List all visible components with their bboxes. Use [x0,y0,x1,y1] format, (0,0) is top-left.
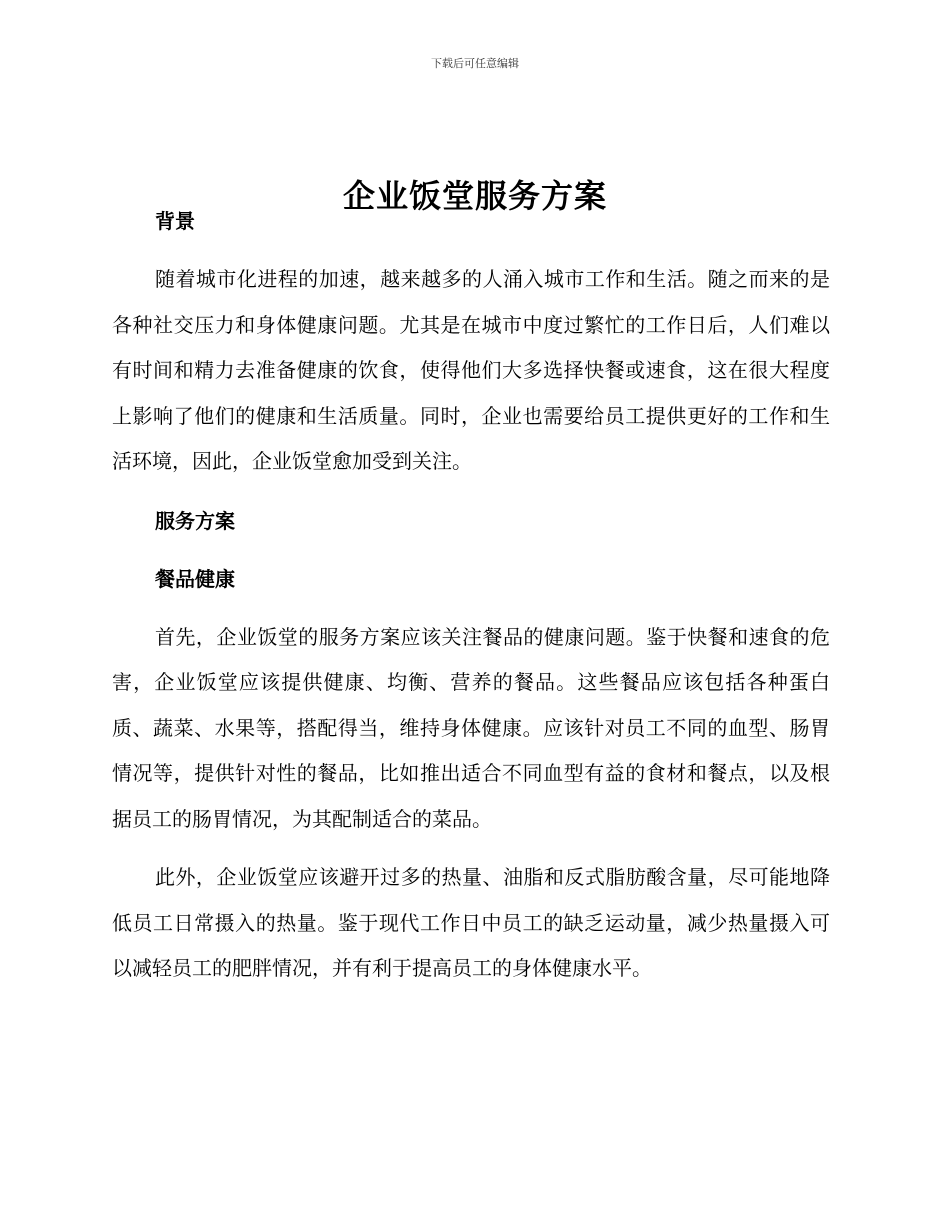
subsection-heading-meal-health: 餐品健康 [155,566,235,591]
document-title: 企业饭堂服务方案 [342,177,607,216]
paragraph-meal-health-1: 首先，企业饭堂的服务方案应该关注餐品的健康问题。鉴于快餐和速食的危害，企业饭堂应该提供健康、均衡、营养的餐品。这些餐品应该包括各种蛋白质、蔬菜、水果等，搭配得当，维持身体健康。应该针对员工不同的血型、肠胃情况等，提供针对性的餐品，比如推出适合不同血型有益的食材和餐点，以及根据员工的肠胃情况，为其配制适合的菜品。 [112,624,830,831]
page-header-note: 下载后可任意编辑 [431,57,519,70]
section-heading-background: 背景 [155,209,195,233]
paragraph-meal-health-2: 此外，企业饭堂应该避开过多的热量、油脂和反式脂肪酸含量，尽可能地降低员工日常摄入的热量。鉴于现代工作日中员工的缺乏运动量，减少热量摄入可以减轻员工的肥胖情况，并有利于提高员工的身体健康水平。 [112,865,830,980]
document-body [112,205,830,992]
section-heading-service-plan: 服务方案 [155,508,235,533]
paragraph-background: 随着城市化进程的加速，越来越多的人涌入城市工作和生活。随之而来的是各种社交压力和身体健康问题。尤其是在城市中度过繁忙的工作日后，人们难以有时间和精力去准备健康的饮食，使得他们大多选择快餐或速食，这在很大程度上影响了他们的健康和生活质量。同时，企业也需要给员工提供更好的工作和生活环境，因此，企业饭堂愈加受到关注。 [112,267,830,473]
